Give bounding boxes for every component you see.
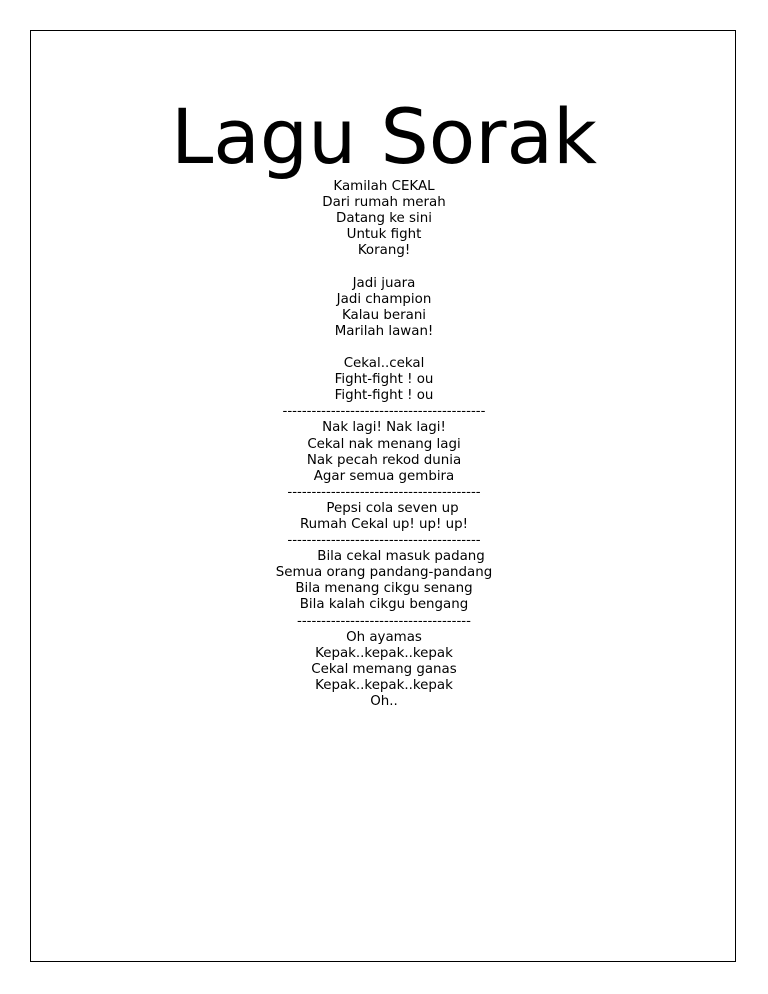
- lyric-line: Datang ke sini: [336, 211, 432, 227]
- song-lyrics: [0, 179, 768, 710]
- divider-line: ----------------------------------------: [287, 484, 481, 500]
- lyric-line: Nak lagi! Nak lagi!: [322, 420, 446, 436]
- divider-line: ------------------------------------: [297, 613, 471, 629]
- lyric-line: Fight-fight ! ou: [334, 372, 434, 388]
- lyric-line: Cekal..cekal: [343, 356, 425, 372]
- lyric-line: Bila menang cikgu senang: [295, 581, 473, 597]
- lyric-line: Agar semua gembira: [313, 468, 455, 484]
- lyric-line: Bila kalah cikgu bengang: [299, 597, 469, 613]
- lyric-line: Jadi juara: [352, 275, 416, 291]
- divider-line: ------------------------------------------: [282, 404, 486, 420]
- lyric-line: Oh..: [370, 694, 398, 709]
- lyric-line: Kamilah CEKAL: [333, 179, 435, 194]
- lyric-line: Untuk fight: [346, 227, 422, 243]
- divider-line: ----------------------------------------: [287, 533, 481, 549]
- lyric-line: Pepsi cola seven up: [309, 500, 459, 516]
- lyric-line: Korang!: [357, 243, 411, 259]
- lyric-line: Rumah Cekal up! up! up!: [299, 516, 469, 532]
- stanza-gap: [0, 340, 768, 356]
- lyric-line: Fight-fight ! ou: [334, 388, 434, 404]
- lyric-line: Cekal memang ganas: [311, 661, 457, 677]
- lyric-line: Cekal nak menang lagi: [307, 436, 461, 452]
- lyric-line: Semua orang pandang-pandang: [275, 565, 493, 581]
- stanza-gap: [0, 259, 768, 275]
- lyric-line: Nak pecah rekod dunia: [306, 452, 462, 468]
- lyric-line: Kalau berani: [341, 307, 427, 323]
- lyric-line: Kepak..kepak..kepak: [315, 677, 453, 693]
- lyric-line: Marilah lawan!: [334, 323, 434, 339]
- lyric-line: Kepak..kepak..kepak: [315, 645, 453, 661]
- lyric-line: Oh ayamas: [346, 629, 422, 645]
- lyric-line: Bila cekal masuk padang: [283, 549, 485, 565]
- lyric-line: Jadi champion: [336, 291, 432, 307]
- lyric-line: Dari rumah merah: [322, 195, 446, 211]
- song-title: Lagu Sorak: [170, 92, 598, 181]
